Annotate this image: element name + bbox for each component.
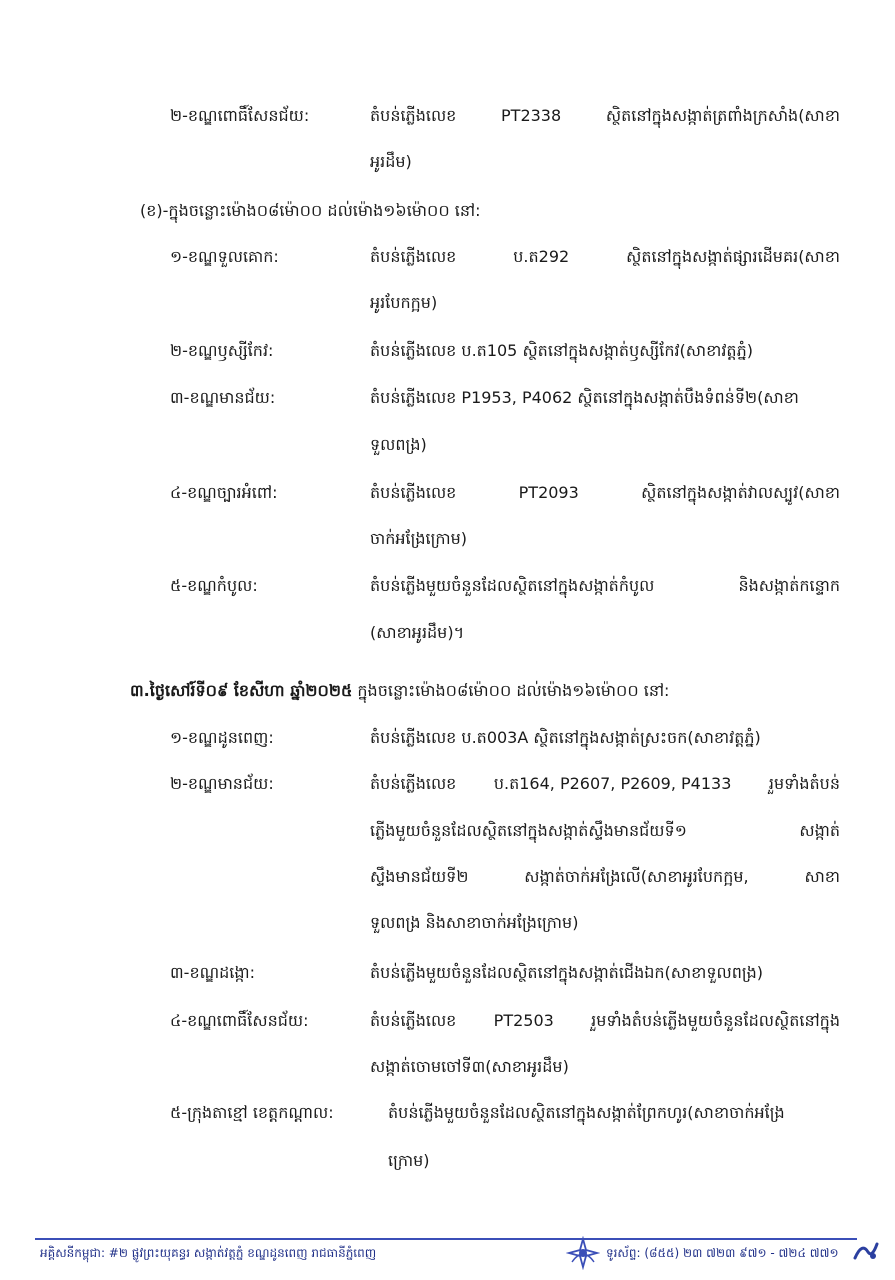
edc-logo-icon xyxy=(566,1236,600,1270)
item-text-continued: ទួលពង្រ និងសាខាចាក់អង្រែក្រោម) xyxy=(370,913,579,932)
item-text-continued: ទួលពង្រ) xyxy=(370,435,427,454)
item-text-continued: អូរបែកក្អម) xyxy=(370,293,438,312)
item-label: ៤-ខណ្ឌពោធិ៍សែនជ័យ: xyxy=(170,1011,309,1030)
item-text: តំបន់ភ្លើងមួយចំនួនដែលស្ថិតនៅក្នុងសង្កាត់ជើងឯក(សាខាទួលពង្រ) xyxy=(370,963,764,982)
item-label: ១-ខណ្ឌទួលគោក: xyxy=(170,247,279,266)
item-text: តំបន់ភ្លើងលេខ ប.ត164, P2607, P2609, P4133 រួមទាំងតំបន់ xyxy=(370,774,840,793)
item-text-continued: សង្កាត់ចោមចៅទី៣(សាខាអូរដឹម) xyxy=(370,1057,569,1076)
item-text-continued: (សាខាអូរដឹម)។ xyxy=(370,623,465,642)
item-text: តំបន់ភ្លើងលេខ ប.ត292 ស្ថិតនៅក្នុងសង្កាត់ផ្សារដើមគរ(សាខា xyxy=(370,247,840,266)
item-text: តំបន់ភ្លើងលេខ PT2338 ស្ថិតនៅក្នុងសង្កាត់ត្រពាំងក្រសាំង(សាខា xyxy=(370,106,840,125)
item-text: តំបន់ភ្លើងលេខ ប.ត003A ស្ថិតនៅក្នុងសង្កាត់ស្រះចក(សាខាវត្តភ្នំ) xyxy=(370,728,761,747)
item-text: តំបន់ភ្លើងលេខ PT2503 រួមទាំងតំបន់ភ្លើងមួយចំនួនដែលស្ថិតនៅក្នុង xyxy=(370,1011,840,1030)
item-label: ៥-ក្រុងតាខ្មៅ ខេត្តកណ្ដាល: xyxy=(170,1103,334,1122)
footer-phone: ទូរស័ព្ទ: (៨៥៥) ២៣ ៧២៣ ៩៧១ - ៧២៤ ៧៧១ xyxy=(606,1246,839,1260)
item-text-continued: អូរដឹម) xyxy=(370,152,412,171)
item-text: តំបន់ភ្លើងលេខ P1953, P4062 ស្ថិតនៅក្នុងសង្កាត់បឹងទំពន់ទី២(សាខា xyxy=(370,388,799,407)
item-label: ១-ខណ្ឌដូនពេញ: xyxy=(170,728,274,747)
footer-divider xyxy=(35,1238,857,1240)
item-text-continued: ស្ទឹងមានជ័យទី២ សង្កាត់ចាក់អង្រែលើ(សាខាអូរបែកក្អម, សាខា xyxy=(370,867,840,886)
item-label: ៣-ខណ្ឌដង្កោ: xyxy=(170,963,255,982)
item-text-continued: ភ្លើងមួយចំនួនដែលស្ថិតនៅក្នុងសង្កាត់ស្ទឹងមានជ័យទី១ សង្កាត់ xyxy=(370,821,840,840)
section-heading: ៣.ថ្ងៃសៅរ៍ទី០៩ ខែសីហា ឆ្នាំ២០២៥ ក្នុងចន្លោះម៉ោង០៨ម៉ោ០០ ដល់ម៉ោង១៦ម៉ោ០០ នៅ: xyxy=(130,681,670,700)
item-text: តំបន់ភ្លើងមួយចំនួនដែលស្ថិតនៅក្នុងសង្កាត់ព្រែកហូរ(សាខាចាក់អង្រែ xyxy=(388,1103,785,1122)
item-label: ២-ខណ្ឌពោធិ៍សែនជ័យ: xyxy=(170,106,310,125)
section-heading: (ខ)-ក្នុងចន្លោះម៉ោង០៨ម៉ោ០០ ដល់ម៉ោង១៦ម៉ោ០០ នៅ: xyxy=(140,201,481,220)
footer-address: អគ្គិសនីកម្ពុជា: #២ ផ្លូវព្រះយុគន្ធរ សង្កាត់វត្តភ្នំ ខណ្ឌដូនពេញ រាជធានីភ្នំពេញ xyxy=(40,1246,377,1260)
item-label: ២-ខណ្ឌមានជ័យ: xyxy=(170,774,274,793)
item-label: ២-ខណ្ឌឫស្សីកែវ: xyxy=(170,341,274,360)
item-text: តំបន់ភ្លើងលេខ PT2093 ស្ថិតនៅក្នុងសង្កាត់វាលស្បូវ(សាខា xyxy=(370,483,840,502)
item-text-continued: ក្រោម) xyxy=(388,1151,430,1170)
item-text: តំបន់ភ្លើងមួយចំនួនដែលស្ថិតនៅក្នុងសង្កាត់កំបូល និងសង្កាត់កន្ទោក xyxy=(370,576,840,595)
stamp-mark-icon xyxy=(852,1238,880,1264)
item-text-continued: ចាក់អង្រែក្រោម) xyxy=(370,529,468,548)
item-text: តំបន់ភ្លើងលេខ ប.ត105 ស្ថិតនៅក្នុងសង្កាត់ឫស្សីកែវ(សាខាវត្តភ្នំ) xyxy=(370,341,753,360)
item-label: ៥-ខណ្ឌកំបូល: xyxy=(170,576,258,595)
item-label: ៤-ខណ្ឌច្បារអំពៅ: xyxy=(170,483,278,502)
item-label: ៣-ខណ្ឌមានជ័យ: xyxy=(170,388,276,407)
